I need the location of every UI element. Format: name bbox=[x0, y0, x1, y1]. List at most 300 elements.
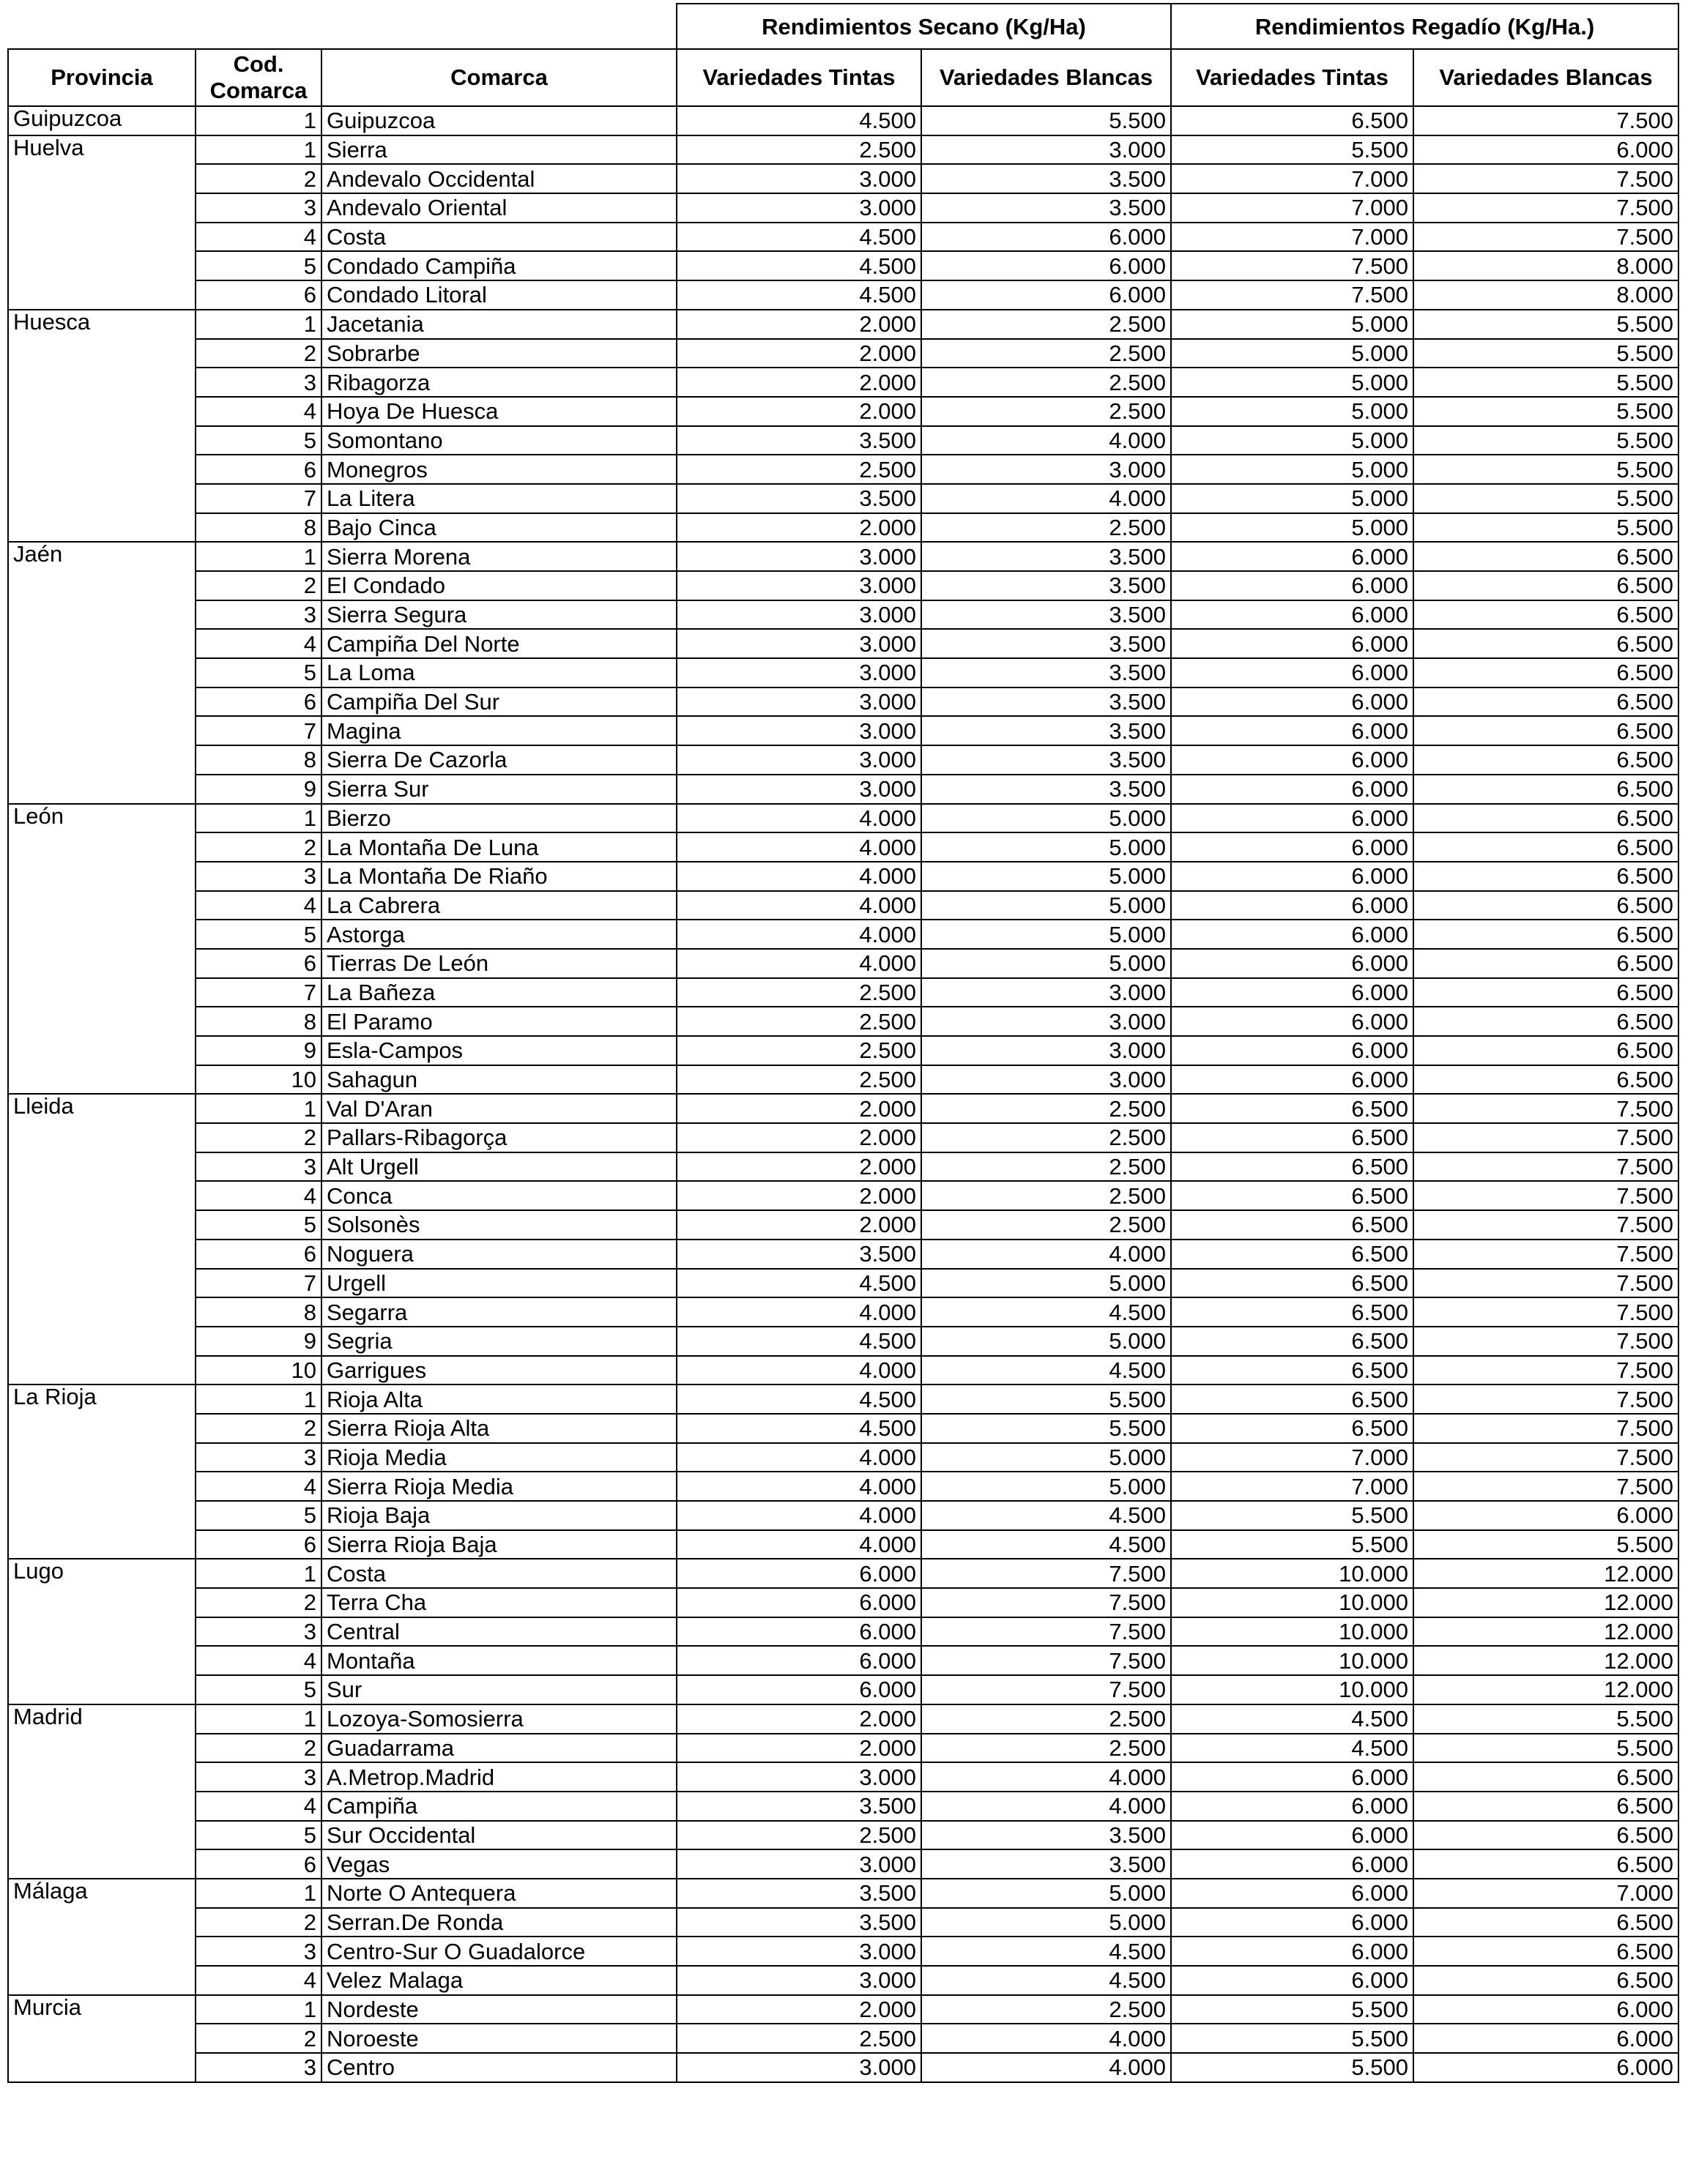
secano-tintas-cell: 3.000 bbox=[677, 193, 921, 223]
regadio-tintas-cell: 6.000 bbox=[1171, 1065, 1413, 1095]
secano-blancas-cell: 3.500 bbox=[921, 687, 1171, 717]
provincia-cell bbox=[8, 978, 196, 1007]
secano-blancas-cell: 2.500 bbox=[921, 1734, 1171, 1763]
table-row bbox=[8, 223, 1678, 252]
provincia-cell bbox=[8, 1240, 196, 1269]
regadio-tintas-cell: 4.500 bbox=[1171, 1734, 1413, 1763]
table-row bbox=[8, 455, 1678, 484]
comarca-cell: Jacetania bbox=[321, 310, 677, 339]
table-row bbox=[8, 426, 1678, 455]
provincia-cell bbox=[8, 1356, 196, 1385]
cod-comarca-cell: 1 bbox=[196, 1559, 321, 1588]
table-row bbox=[8, 339, 1678, 368]
cod-comarca-cell: 8 bbox=[196, 1007, 321, 1036]
secano-tintas-cell: 2.000 bbox=[677, 1094, 921, 1123]
provincia-cell: La Rioja bbox=[8, 1384, 196, 1414]
comarca-cell: Costa bbox=[321, 223, 677, 252]
regadio-blancas-cell: 5.500 bbox=[1413, 368, 1678, 397]
provincia-cell bbox=[8, 193, 196, 223]
regadio-blancas-cell: 7.500 bbox=[1413, 223, 1678, 252]
cod-comarca-cell: 7 bbox=[196, 978, 321, 1007]
provincia-cell bbox=[8, 862, 196, 891]
table-row bbox=[8, 1384, 1678, 1414]
regadio-blancas-cell: 8.000 bbox=[1413, 251, 1678, 280]
header-secano-tintas-text: Variedades Tintas bbox=[702, 64, 896, 91]
secano-tintas-cell: 2.000 bbox=[677, 513, 921, 543]
regadio-blancas-cell: 7.500 bbox=[1413, 1297, 1678, 1327]
secano-tintas-cell: 2.000 bbox=[677, 1210, 921, 1240]
secano-blancas-cell: 3.000 bbox=[921, 1065, 1171, 1095]
secano-blancas-cell: 5.500 bbox=[921, 106, 1171, 135]
regadio-tintas-cell: 6.000 bbox=[1171, 687, 1413, 717]
secano-tintas-cell: 4.500 bbox=[677, 1327, 921, 1356]
regadio-tintas-cell: 6.000 bbox=[1171, 1821, 1413, 1850]
table-row bbox=[8, 280, 1678, 310]
secano-blancas-cell: 3.500 bbox=[921, 629, 1171, 658]
cod-comarca-cell: 4 bbox=[196, 629, 321, 658]
cod-comarca-cell: 6 bbox=[196, 280, 321, 310]
secano-tintas-cell: 3.500 bbox=[677, 1240, 921, 1269]
regadio-blancas-cell: 5.500 bbox=[1413, 310, 1678, 339]
regadio-tintas-cell: 7.000 bbox=[1171, 223, 1413, 252]
regadio-blancas-cell: 6.500 bbox=[1413, 1966, 1678, 1995]
secano-blancas-cell: 3.000 bbox=[921, 1007, 1171, 1036]
secano-tintas-cell: 6.000 bbox=[677, 1675, 921, 1704]
regadio-blancas-cell: 5.500 bbox=[1413, 455, 1678, 484]
provincia-cell bbox=[8, 455, 196, 484]
secano-tintas-cell: 4.000 bbox=[677, 1443, 921, 1472]
secano-tintas-cell: 3.000 bbox=[677, 1762, 921, 1792]
regadio-tintas-cell: 6.000 bbox=[1171, 629, 1413, 658]
table-row bbox=[8, 716, 1678, 745]
comarca-cell: Hoya De Huesca bbox=[321, 397, 677, 426]
secano-tintas-cell: 3.000 bbox=[677, 1937, 921, 1966]
regadio-tintas-cell: 6.000 bbox=[1171, 1937, 1413, 1966]
secano-blancas-cell: 4.000 bbox=[921, 1240, 1171, 1269]
provincia-cell bbox=[8, 397, 196, 426]
cod-comarca-cell: 10 bbox=[196, 1356, 321, 1385]
table-row bbox=[8, 1908, 1678, 1937]
regadio-tintas-cell: 10.000 bbox=[1171, 1588, 1413, 1617]
regadio-blancas-cell: 6.500 bbox=[1413, 832, 1678, 862]
provincia-cell bbox=[8, 1210, 196, 1240]
secano-tintas-cell: 4.000 bbox=[677, 832, 921, 862]
comarca-cell: Alt Urgell bbox=[321, 1152, 677, 1182]
cod-comarca-cell: 3 bbox=[196, 1617, 321, 1647]
secano-blancas-cell: 3.500 bbox=[921, 542, 1171, 571]
cod-comarca-cell: 6 bbox=[196, 1240, 321, 1269]
table-row bbox=[8, 687, 1678, 717]
secano-blancas-cell: 2.500 bbox=[921, 1995, 1171, 2024]
secano-blancas-cell: 4.000 bbox=[921, 2024, 1171, 2053]
cod-comarca-cell: 1 bbox=[196, 1704, 321, 1734]
cod-comarca-cell: 2 bbox=[196, 1734, 321, 1763]
provincia-cell bbox=[8, 600, 196, 630]
regadio-blancas-cell: 7.500 bbox=[1413, 1123, 1678, 1152]
secano-blancas-cell: 4.000 bbox=[921, 1762, 1171, 1792]
table-row bbox=[8, 106, 1678, 135]
regadio-blancas-cell: 6.500 bbox=[1413, 862, 1678, 891]
regadio-tintas-cell: 10.000 bbox=[1171, 1675, 1413, 1704]
comarca-cell: El Paramo bbox=[321, 1007, 677, 1036]
secano-tintas-cell: 2.500 bbox=[677, 455, 921, 484]
cod-comarca-cell: 7 bbox=[196, 716, 321, 745]
table-row bbox=[8, 1181, 1678, 1210]
comarca-cell: Campiña bbox=[321, 1792, 677, 1821]
comarca-cell: La Litera bbox=[321, 484, 677, 513]
regadio-blancas-cell: 6.500 bbox=[1413, 804, 1678, 833]
table-row bbox=[8, 1269, 1678, 1298]
regadio-tintas-cell: 6.000 bbox=[1171, 1966, 1413, 1995]
comarca-cell: Velez Malaga bbox=[321, 1966, 677, 1995]
provincia-cell bbox=[8, 1762, 196, 1792]
cod-comarca-cell: 1 bbox=[196, 135, 321, 165]
regadio-blancas-cell: 6.000 bbox=[1413, 2024, 1678, 2053]
secano-blancas-cell: 5.000 bbox=[921, 949, 1171, 978]
cod-comarca-cell: 4 bbox=[196, 1646, 321, 1675]
cod-comarca-cell: 4 bbox=[196, 397, 321, 426]
cod-comarca-cell: 5 bbox=[196, 658, 321, 687]
table-row bbox=[8, 1036, 1678, 1065]
header-regadio-blancas-text: Variedades Blancas bbox=[1439, 64, 1653, 91]
header-cod-comarca-text: Cod. Comarca bbox=[209, 51, 308, 103]
secano-tintas-cell: 4.000 bbox=[677, 1356, 921, 1385]
provincia-cell: León bbox=[8, 804, 196, 833]
provincia-cell bbox=[8, 1152, 196, 1182]
table-row bbox=[8, 368, 1678, 397]
secano-tintas-cell: 4.000 bbox=[677, 1530, 921, 1559]
regadio-blancas-cell: 12.000 bbox=[1413, 1646, 1678, 1675]
regadio-tintas-cell: 6.000 bbox=[1171, 658, 1413, 687]
regadio-tintas-cell: 6.000 bbox=[1171, 1792, 1413, 1821]
secano-tintas-cell: 2.000 bbox=[677, 1181, 921, 1210]
table-row bbox=[8, 600, 1678, 630]
regadio-blancas-cell: 7.500 bbox=[1413, 1094, 1678, 1123]
header-secano-blancas bbox=[921, 49, 1171, 106]
provincia-cell bbox=[8, 2024, 196, 2053]
comarca-cell: Central bbox=[321, 1617, 677, 1647]
secano-blancas-cell: 2.500 bbox=[921, 1152, 1171, 1182]
secano-blancas-cell: 5.000 bbox=[921, 1472, 1171, 1501]
table-row bbox=[8, 1094, 1678, 1123]
regadio-blancas-cell: 12.000 bbox=[1413, 1675, 1678, 1704]
secano-tintas-cell: 3.000 bbox=[677, 775, 921, 804]
provincia-cell: Murcia bbox=[8, 1995, 196, 2024]
secano-tintas-cell: 4.000 bbox=[677, 920, 921, 949]
secano-blancas-cell: 2.500 bbox=[921, 1181, 1171, 1210]
regadio-tintas-cell: 6.500 bbox=[1171, 1384, 1413, 1414]
secano-blancas-cell: 4.500 bbox=[921, 1530, 1171, 1559]
secano-tintas-cell: 3.000 bbox=[677, 1966, 921, 1995]
comarca-cell: A.Metrop.Madrid bbox=[321, 1762, 677, 1792]
secano-tintas-cell: 3.000 bbox=[677, 542, 921, 571]
cod-comarca-cell: 6 bbox=[196, 1849, 321, 1879]
secano-blancas-cell: 5.000 bbox=[921, 920, 1171, 949]
table-row bbox=[8, 949, 1678, 978]
cod-comarca-cell: 1 bbox=[196, 1879, 321, 1908]
table-row bbox=[8, 1762, 1678, 1792]
comarca-cell: Terra Cha bbox=[321, 1588, 677, 1617]
comarca-cell: Campiña Del Sur bbox=[321, 687, 677, 717]
cod-comarca-cell: 1 bbox=[196, 542, 321, 571]
cod-comarca-cell: 8 bbox=[196, 1297, 321, 1327]
regadio-tintas-cell: 5.500 bbox=[1171, 1995, 1413, 2024]
secano-blancas-cell: 3.500 bbox=[921, 1849, 1171, 1879]
table-row bbox=[8, 978, 1678, 1007]
provincia-cell bbox=[8, 687, 196, 717]
regadio-tintas-cell: 6.000 bbox=[1171, 1036, 1413, 1065]
comarca-cell: Urgell bbox=[321, 1269, 677, 1298]
regadio-tintas-cell: 5.000 bbox=[1171, 513, 1413, 543]
table-row bbox=[8, 1849, 1678, 1879]
cod-comarca-cell: 4 bbox=[196, 1792, 321, 1821]
header-group-regadio: Rendimientos Regadío (Kg/Ha.) bbox=[1171, 4, 1678, 49]
secano-blancas-cell: 2.500 bbox=[921, 310, 1171, 339]
comarca-cell: Segria bbox=[321, 1327, 677, 1356]
regadio-tintas-cell: 5.000 bbox=[1171, 455, 1413, 484]
cod-comarca-cell: 9 bbox=[196, 775, 321, 804]
table-row bbox=[8, 1356, 1678, 1385]
cod-comarca-cell: 1 bbox=[196, 804, 321, 833]
secano-tintas-cell: 4.000 bbox=[677, 862, 921, 891]
provincia-cell bbox=[8, 1849, 196, 1879]
regadio-blancas-cell: 6.500 bbox=[1413, 629, 1678, 658]
comarca-cell: Guipuzcoa bbox=[321, 106, 677, 135]
provincia-cell bbox=[8, 280, 196, 310]
regadio-blancas-cell: 6.500 bbox=[1413, 949, 1678, 978]
cod-comarca-cell: 1 bbox=[196, 310, 321, 339]
table-row bbox=[8, 2024, 1678, 2053]
cod-comarca-cell: 6 bbox=[196, 687, 321, 717]
regadio-blancas-cell: 6.500 bbox=[1413, 775, 1678, 804]
table-row bbox=[8, 251, 1678, 280]
comarca-cell: Noroeste bbox=[321, 2024, 677, 2053]
cod-comarca-cell: 5 bbox=[196, 426, 321, 455]
secano-tintas-cell: 3.000 bbox=[677, 745, 921, 775]
comarca-cell: Sahagun bbox=[321, 1065, 677, 1095]
table-row bbox=[8, 1007, 1678, 1036]
comarca-cell: Rioja Alta bbox=[321, 1384, 677, 1414]
regadio-blancas-cell: 7.500 bbox=[1413, 193, 1678, 223]
comarca-cell: Val D'Aran bbox=[321, 1094, 677, 1123]
regadio-tintas-cell: 6.000 bbox=[1171, 600, 1413, 630]
provincia-cell bbox=[8, 1181, 196, 1210]
table-row bbox=[8, 2053, 1678, 2082]
secano-blancas-cell: 4.500 bbox=[921, 1501, 1171, 1530]
regadio-tintas-cell: 7.500 bbox=[1171, 280, 1413, 310]
regadio-tintas-cell: 6.000 bbox=[1171, 542, 1413, 571]
comarca-cell: Sierra Rioja Media bbox=[321, 1472, 677, 1501]
cod-comarca-cell: 3 bbox=[196, 2053, 321, 2082]
cod-comarca-cell: 1 bbox=[196, 1094, 321, 1123]
secano-blancas-cell: 7.500 bbox=[921, 1588, 1171, 1617]
table-row bbox=[8, 1240, 1678, 1269]
table-row bbox=[8, 920, 1678, 949]
comarca-cell: Esla-Campos bbox=[321, 1036, 677, 1065]
provincia-cell: Málaga bbox=[8, 1879, 196, 1908]
regadio-blancas-cell: 6.500 bbox=[1413, 1007, 1678, 1036]
cod-comarca-cell: 8 bbox=[196, 513, 321, 543]
regadio-blancas-cell: 7.500 bbox=[1413, 1414, 1678, 1443]
secano-blancas-cell: 3.500 bbox=[921, 658, 1171, 687]
comarca-cell: Condado Litoral bbox=[321, 280, 677, 310]
regadio-blancas-cell: 6.500 bbox=[1413, 542, 1678, 571]
table-row bbox=[8, 1559, 1678, 1588]
secano-blancas-cell: 7.500 bbox=[921, 1646, 1171, 1675]
secano-tintas-cell: 4.000 bbox=[677, 1472, 921, 1501]
comarca-cell: La Montaña De Riaño bbox=[321, 862, 677, 891]
secano-tintas-cell: 2.500 bbox=[677, 1007, 921, 1036]
cod-comarca-cell: 4 bbox=[196, 1472, 321, 1501]
cod-comarca-cell: 4 bbox=[196, 223, 321, 252]
provincia-cell bbox=[8, 891, 196, 920]
secano-blancas-cell: 4.500 bbox=[921, 1966, 1171, 1995]
cod-comarca-cell: 2 bbox=[196, 339, 321, 368]
provincia-cell: Jaén bbox=[8, 542, 196, 571]
cod-comarca-cell: 1 bbox=[196, 1384, 321, 1414]
regadio-tintas-cell: 7.000 bbox=[1171, 193, 1413, 223]
secano-blancas-cell: 5.000 bbox=[921, 832, 1171, 862]
provincia-cell bbox=[8, 368, 196, 397]
regadio-blancas-cell: 7.500 bbox=[1413, 1472, 1678, 1501]
table-row bbox=[8, 1675, 1678, 1704]
comarca-cell: Monegros bbox=[321, 455, 677, 484]
provincia-cell bbox=[8, 1588, 196, 1617]
regadio-tintas-cell: 6.500 bbox=[1171, 1356, 1413, 1385]
secano-blancas-cell: 3.500 bbox=[921, 600, 1171, 630]
regadio-blancas-cell: 6.500 bbox=[1413, 1908, 1678, 1937]
secano-tintas-cell: 3.000 bbox=[677, 658, 921, 687]
secano-tintas-cell: 2.000 bbox=[677, 1152, 921, 1182]
table-row bbox=[8, 484, 1678, 513]
provincia-cell bbox=[8, 1123, 196, 1152]
provincia-cell bbox=[8, 1908, 196, 1937]
regadio-blancas-cell: 6.500 bbox=[1413, 1065, 1678, 1095]
regadio-blancas-cell: 7.500 bbox=[1413, 1327, 1678, 1356]
secano-blancas-cell: 2.500 bbox=[921, 1123, 1171, 1152]
regadio-blancas-cell: 6.500 bbox=[1413, 1937, 1678, 1966]
regadio-tintas-cell: 7.000 bbox=[1171, 1443, 1413, 1472]
provincia-cell bbox=[8, 949, 196, 978]
provincia-cell bbox=[8, 1297, 196, 1327]
regadio-blancas-cell: 7.000 bbox=[1413, 1879, 1678, 1908]
secano-blancas-cell: 5.000 bbox=[921, 1908, 1171, 1937]
comarca-cell: Rioja Baja bbox=[321, 1501, 677, 1530]
table-row bbox=[8, 1937, 1678, 1966]
secano-blancas-cell: 2.500 bbox=[921, 513, 1171, 543]
provincia-cell bbox=[8, 1501, 196, 1530]
cod-comarca-cell: 2 bbox=[196, 1414, 321, 1443]
regadio-tintas-cell: 5.500 bbox=[1171, 2024, 1413, 2053]
comarca-cell: Rioja Media bbox=[321, 1443, 677, 1472]
table-row bbox=[8, 1588, 1678, 1617]
regadio-tintas-cell: 6.000 bbox=[1171, 745, 1413, 775]
table-body bbox=[8, 106, 1678, 2082]
comarca-cell: Pallars-Ribagorça bbox=[321, 1123, 677, 1152]
secano-tintas-cell: 6.000 bbox=[677, 1559, 921, 1588]
secano-tintas-cell: 3.000 bbox=[677, 629, 921, 658]
cod-comarca-cell: 5 bbox=[196, 251, 321, 280]
secano-blancas-cell: 3.000 bbox=[921, 455, 1171, 484]
cod-comarca-cell: 3 bbox=[196, 600, 321, 630]
provincia-cell bbox=[8, 1443, 196, 1472]
regadio-blancas-cell: 7.500 bbox=[1413, 1240, 1678, 1269]
secano-tintas-cell: 2.500 bbox=[677, 2024, 921, 2053]
regadio-blancas-cell: 5.500 bbox=[1413, 484, 1678, 513]
comarca-cell: Bajo Cinca bbox=[321, 513, 677, 543]
cod-comarca-cell: 5 bbox=[196, 1501, 321, 1530]
regadio-tintas-cell: 6.500 bbox=[1171, 1152, 1413, 1182]
table-row bbox=[8, 832, 1678, 862]
secano-tintas-cell: 6.000 bbox=[677, 1646, 921, 1675]
comarca-cell: Noguera bbox=[321, 1240, 677, 1269]
regadio-tintas-cell: 6.000 bbox=[1171, 1849, 1413, 1879]
comarca-cell: Campiña Del Norte bbox=[321, 629, 677, 658]
table-row bbox=[8, 571, 1678, 600]
comarca-cell: Nordeste bbox=[321, 1995, 677, 2024]
cod-comarca-cell: 2 bbox=[196, 1123, 321, 1152]
secano-blancas-cell: 5.000 bbox=[921, 804, 1171, 833]
table-row bbox=[8, 1152, 1678, 1182]
secano-tintas-cell: 4.500 bbox=[677, 280, 921, 310]
cod-comarca-cell: 7 bbox=[196, 1269, 321, 1298]
secano-blancas-cell: 3.500 bbox=[921, 571, 1171, 600]
regadio-tintas-cell: 10.000 bbox=[1171, 1646, 1413, 1675]
secano-blancas-cell: 6.000 bbox=[921, 251, 1171, 280]
cod-comarca-cell: 3 bbox=[196, 862, 321, 891]
comarca-cell: Sierra De Cazorla bbox=[321, 745, 677, 775]
secano-blancas-cell: 4.000 bbox=[921, 2053, 1171, 2082]
regadio-blancas-cell: 5.500 bbox=[1413, 513, 1678, 543]
table-row bbox=[8, 1123, 1678, 1152]
regadio-blancas-cell: 5.500 bbox=[1413, 339, 1678, 368]
table-row bbox=[8, 1646, 1678, 1675]
regadio-tintas-cell: 5.500 bbox=[1171, 135, 1413, 165]
regadio-blancas-cell: 7.500 bbox=[1413, 1152, 1678, 1182]
regadio-tintas-cell: 5.000 bbox=[1171, 426, 1413, 455]
regadio-blancas-cell: 7.500 bbox=[1413, 1384, 1678, 1414]
table-row bbox=[8, 1617, 1678, 1647]
secano-blancas-cell: 3.500 bbox=[921, 193, 1171, 223]
cod-comarca-cell: 2 bbox=[196, 571, 321, 600]
provincia-cell bbox=[8, 571, 196, 600]
regadio-tintas-cell: 6.000 bbox=[1171, 1762, 1413, 1792]
regadio-tintas-cell: 6.500 bbox=[1171, 1094, 1413, 1123]
provincia-cell bbox=[8, 1966, 196, 1995]
regadio-blancas-cell: 7.500 bbox=[1413, 106, 1678, 135]
table-row bbox=[8, 1210, 1678, 1240]
secano-tintas-cell: 3.500 bbox=[677, 484, 921, 513]
comarca-cell: La Bañeza bbox=[321, 978, 677, 1007]
cod-comarca-cell: 2 bbox=[196, 1588, 321, 1617]
regadio-blancas-cell: 6.500 bbox=[1413, 600, 1678, 630]
provincia-cell bbox=[8, 164, 196, 193]
regadio-tintas-cell: 5.000 bbox=[1171, 484, 1413, 513]
comarca-cell: Conca bbox=[321, 1181, 677, 1210]
regadio-blancas-cell: 6.500 bbox=[1413, 891, 1678, 920]
cod-comarca-cell: 3 bbox=[196, 1937, 321, 1966]
secano-blancas-cell: 4.500 bbox=[921, 1297, 1171, 1327]
cod-comarca-cell: 10 bbox=[196, 1065, 321, 1095]
cod-comarca-cell: 3 bbox=[196, 1443, 321, 1472]
regadio-tintas-cell: 6.000 bbox=[1171, 920, 1413, 949]
secano-tintas-cell: 2.000 bbox=[677, 1734, 921, 1763]
table-row bbox=[8, 1327, 1678, 1356]
table-row bbox=[8, 1792, 1678, 1821]
table-row bbox=[8, 1472, 1678, 1501]
comarca-cell: Serran.De Ronda bbox=[321, 1908, 677, 1937]
table-row bbox=[8, 1704, 1678, 1734]
